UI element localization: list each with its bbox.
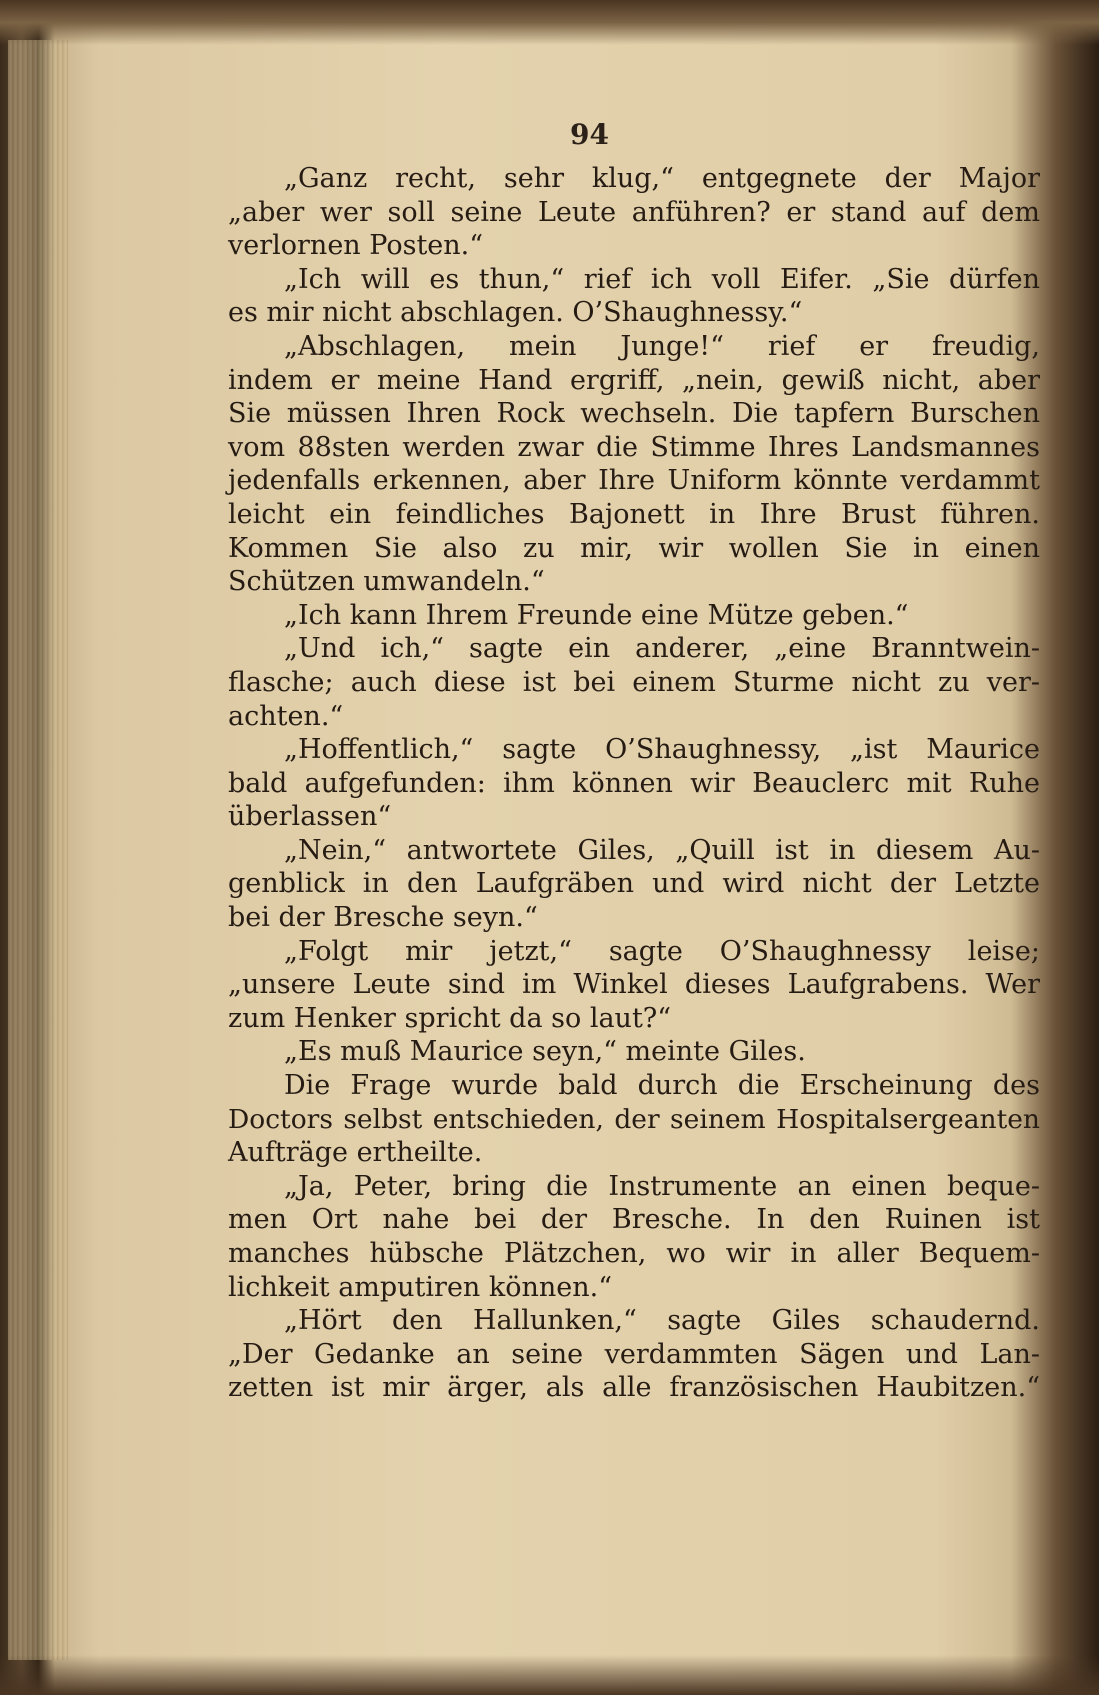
text-line: Aufträge ertheilte. bbox=[228, 1137, 483, 1169]
text-line: „Ich kann Ihrem Freunde eine Mütze geben.“ bbox=[284, 599, 909, 631]
text-line: Die Frage wurde bald durch die Erscheinung des bbox=[284, 1070, 1040, 1102]
text-line: „Ja, Peter, bring die Instrumente an einen beque- bbox=[284, 1170, 1040, 1202]
text-line: Doctors selbst entschieden, der seinem Hospitalsergeanten bbox=[228, 1103, 1040, 1135]
text-line: lichkeit amputiren können.“ bbox=[228, 1271, 613, 1303]
text-line: zum Henker spricht da so laut?“ bbox=[228, 1002, 672, 1034]
text-line: überlassen“ bbox=[228, 801, 392, 833]
text-line: jedenfalls erkennen, aber Ihre Uniform könnte verdammt bbox=[228, 465, 1040, 497]
text-line: zetten ist mir ärger, als alle französischen Haubitzen.“ bbox=[228, 1372, 1040, 1404]
text-line: „Folgt mir jetzt,“ sagte O’Shaughnessy leise; bbox=[284, 935, 1040, 967]
text-line: bei der Bresche seyn.“ bbox=[228, 902, 538, 934]
text-line: bald aufgefunden: ihm können wir Beauclerc mit Ruhe bbox=[228, 767, 1040, 799]
text-line: „Und ich,“ sagte ein anderer, „eine Branntwein- bbox=[284, 633, 1040, 665]
text-line: „Der Gedanke an seine verdammten Sägen und Lan- bbox=[228, 1338, 1040, 1370]
top-shadow bbox=[0, 0, 1099, 45]
text-line: „Ich will es thun,“ rief ich voll Eifer. „Sie dürfen bbox=[284, 263, 1040, 295]
page-edges bbox=[8, 40, 68, 1660]
text-line: achten.“ bbox=[228, 700, 344, 732]
text-line: „Hoffentlich,“ sagte O’Shaughnessy, „ist Maurice bbox=[284, 734, 1040, 766]
text-line: „Es muß Maurice seyn,“ meinte Giles. bbox=[284, 1036, 806, 1068]
text-line: leicht ein feindliches Bajonett in Ihre Brust führen. bbox=[228, 498, 1040, 530]
text-line: „Hört den Hallunken,“ sagte Giles schaudernd. bbox=[284, 1305, 1040, 1337]
page-number: 94 bbox=[570, 118, 609, 151]
text-line: genblick in den Laufgräben und wird nicht der Letzte bbox=[228, 868, 1040, 900]
bottom-shadow bbox=[0, 1655, 1099, 1695]
text-line: „unsere Leute sind im Winkel dieses Laufgrabens. Wer bbox=[228, 969, 1040, 1001]
text-line: Schützen umwandeln.“ bbox=[228, 566, 545, 598]
text-line: Kommen Sie also zu mir, wir wollen Sie in einen bbox=[228, 532, 1040, 564]
text-line: „aber wer soll seine Leute anführen? er stand auf dem bbox=[228, 196, 1040, 228]
text-line: „Abschlagen, mein Junge!“ rief er freudig, bbox=[284, 330, 1040, 362]
body-text bbox=[228, 162, 1040, 1405]
text-line: vom 88sten werden zwar die Stimme Ihres Landsmannes bbox=[228, 431, 1040, 463]
text-line: men Ort nahe bei der Bresche. In den Ruinen ist bbox=[228, 1204, 1040, 1236]
text-line: flasche; auch diese ist bei einem Sturme nicht zu ver- bbox=[228, 666, 1040, 698]
text-line: „Nein,“ antwortete Giles, „Quill ist in diesem Au- bbox=[284, 834, 1040, 866]
text-line: verlornen Posten.“ bbox=[228, 230, 484, 262]
text-line: es mir nicht abschlagen. O’Shaughnessy.“ bbox=[228, 297, 803, 329]
text-line: „Ganz recht, sehr klug,“ entgegnete der Major bbox=[284, 163, 1040, 194]
text-line: manches hübsche Plätzchen, wo wir in aller Bequem- bbox=[228, 1238, 1040, 1269]
text-line: Sie müssen Ihren Rock wechseln. Die tapfern Burschen bbox=[228, 398, 1040, 430]
text-line: indem er meine Hand ergriff, „nein, gewiß nicht, aber bbox=[228, 364, 1040, 396]
